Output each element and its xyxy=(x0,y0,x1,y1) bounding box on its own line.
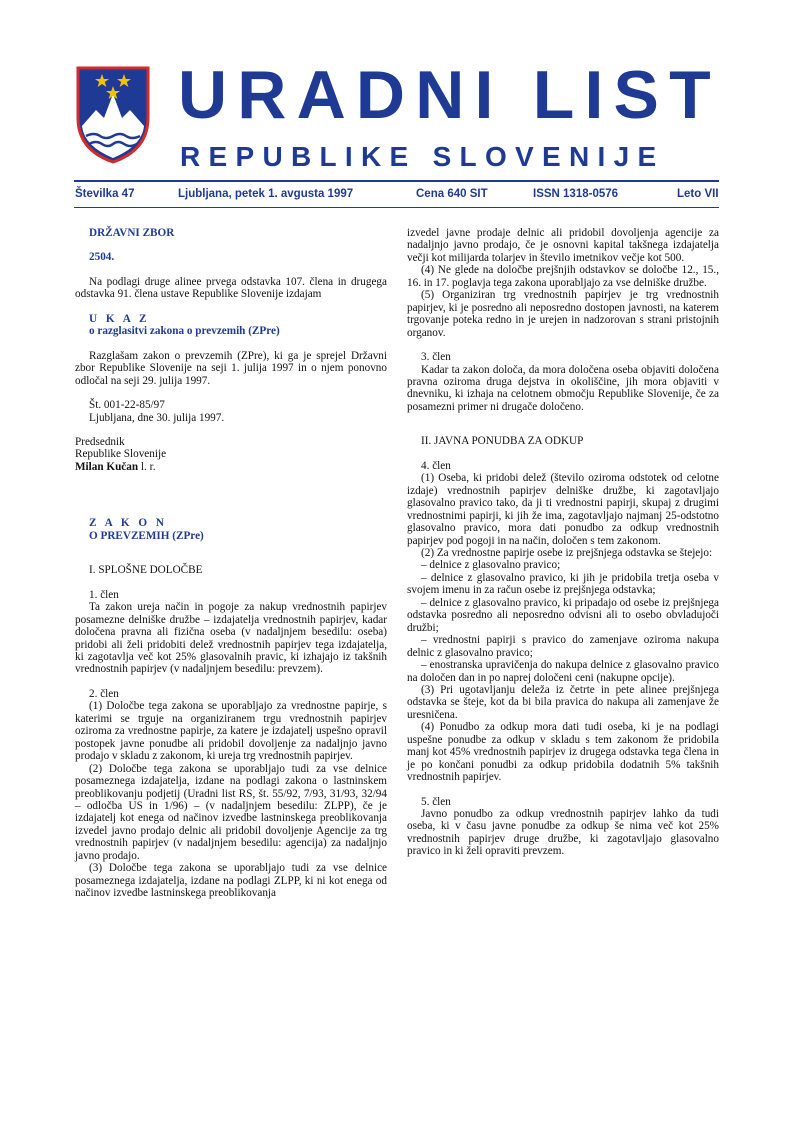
preamble: Na podlagi druge alinee prvega odstavka 107. člena in drugega odstavka 91. člena ustave Republike Slovenije izdajam xyxy=(75,275,387,301)
article-paragraph: (2) Za vrednostne papirje osebe iz prejšnjega odstavka se štejejo: xyxy=(421,546,713,559)
gazette-subtitle: REPUBLIKE SLOVENIJE xyxy=(180,141,665,172)
chapter-heading: II. JAVNA PONUDBA ZA ODKUP xyxy=(421,435,584,448)
signatory-name: Milan Kučan xyxy=(75,460,139,473)
article-heading: 5. člen xyxy=(421,795,451,808)
article-paragraph: (4) Ne glede na določbe prejšnjih odstavkov se določbe 12., 15., 16. in 17. poglavja tega zakona uporabljajo za vse delniške družbe. xyxy=(407,264,719,289)
article-paragraph: (3) Določbe tega zakona se uporabljajo tudi za vse delnice posameznega izdajatelja, izdane na podlagi ZLPP, ki ni kot enega od načinov izvedbe lastninskega preoblikovanja xyxy=(75,862,387,900)
list-item: – delnice z glasovalno pravico; xyxy=(421,559,561,572)
gazette-title: URADNI LIST xyxy=(178,57,721,133)
article-heading: 1. člen xyxy=(89,588,119,601)
chapter-heading: I. SPLOŠNE DOLOČBE xyxy=(89,564,203,577)
section-heading: DRŽAVNI ZBOR xyxy=(89,227,175,239)
article-text: Kadar ta zakon določa, da mora določena oseba objaviti določena pravna oziroma druga dejstva in okoliščine, jih mora objaviti v dnevniku, ki izhaja na celotnem območju Republike Slovenije, če za posamezni primer ni drugače določeno. xyxy=(407,363,719,413)
issue-number: Številka 47 xyxy=(75,188,135,200)
left-column xyxy=(75,227,387,900)
article-continuation: izvedel javne prodaje delnic ali pridobil dovoljenja agencije za nadaljnjo javno prodajo, če je osnovni kapital takšnega izdajatelja večji kot milijarda tolarjev in število imetnikov večje kot 500. xyxy=(407,227,719,264)
volume-year: Leto VII xyxy=(677,188,719,200)
article-heading: 2. člen xyxy=(89,687,119,700)
article-text: Javno ponudbo za odkup vrednostnih papirjev lahko da tudi oseba, ki v času javne ponudbe za odkup še nima več kot 25% vrednostnih papirjev druge družbe, ki zagotavljajo glasovalno pravico in ki želi opraviti prevzem. xyxy=(407,808,719,858)
decree-subtitle: o razglasitvi zakona o prevzemih (ZPre) xyxy=(89,325,280,338)
article-heading: 4. člen xyxy=(421,459,451,472)
right-column xyxy=(407,227,719,858)
reference-number: Št. 001-22-85/97 xyxy=(89,399,165,412)
article-paragraph: (3) Pri ugotavljanju deleža iz četrte in pete alinee prejšnjega odstavka se šteje, kot da bi bila pravica do nakupa ali zamenjave že uresničena. xyxy=(407,683,719,721)
article-text: Ta zakon ureja način in pogoje za nakup vrednostnih papirjev posamezne delniške družbe – izdajatelja vrednostnih papirjev, kadar določena pravna ali fizična oseba (v nadaljnjem besedilu: oseba) pridobi ali želi pridobiti delež vrednostnih papirjev tega izdajatelja, ki zagotavlja več kot 25% glasovalnih pravic, ki izhajajo iz takšnih vrednostnih papirjev (v nadaljnjem besedilu: prevzem). xyxy=(75,601,387,676)
article-paragraph: (2) Določbe tega zakona se uporabljajo tudi za vse delnice posameznega izdajatelja, izdane na podlagi zakona o lastninskem preoblikovanju podjetij (Uradni list RS, št. 55/92, 7/93, 31/93, 32/94 – odločba US in 1/96) – (v nadaljnjem besedilu: ZLPP), če je izdajatelj kot enega od načinov izvedbe lastninskega preoblikovanja izvedel javno prodajo delnic ali pridobil dovoljenje Agencije za trg vrednostnih papirjev (v nadaljnjem besedilu: agencija) za nadaljnjo javno prodajo. xyxy=(75,762,387,862)
list-item: – enostranska upravičenja do nakupa delnice z glasovalno pravico na določen dan in po naprej določeni ceni (nakupne opcije). xyxy=(407,659,719,684)
reference-date: Ljubljana, dne 30. julija 1997. xyxy=(89,411,225,424)
article-heading: 3. člen xyxy=(421,351,451,364)
article-paragraph: (1) Oseba, ki pridobi delež (število oziroma odstotek od celotne izdaje) vrednostnih papirjev delniške družbe, ki zagotavljajo glasovalno pravico tako, da ji ti vrednostni papirji, skupaj z drugimi vrednostnimi papirji, ki jih že ima, zagotavljajo najmanj 25-odstotno glasovalno pravico, mora dati ponudbo za odkup vrednostnih papirjev pod pogoji in na način, določen s tem zakonom. xyxy=(407,472,719,547)
law-subtitle: O PREVZEMIH (ZPre) xyxy=(89,529,204,542)
article-paragraph: (5) Organiziran trg vrednostnih papirjev je trg vrednostnih papirjev, ki je posredno ali neposredno dostopen javnosti, na katerem trgovanje poteka redno in je urejen in nadzorovan s strani pristojnih organov. xyxy=(407,289,719,339)
article-paragraph: (4) Ponudbo za odkup mora dati tudi oseba, ki je na podlagi uspešne ponudbe za odkup v skladu s tem zakonom že pridobila manj kot 45% vrednostnih papirjev iz drugega odstavka tega člena in je po končani ponudbi za odkup pridobila dodatnih 5% takšnih vrednostnih papirjev. xyxy=(407,721,719,784)
signature-suffix: l. r. xyxy=(138,460,156,473)
article-paragraph: (1) Določbe tega zakona se uporabljajo za vrednostne papirje, s katerimi se trguje na organiziranem trgu vrednostnih papirjev oziroma za vrednostne papirje, za katere je izdajatelj uspešno opravil postopek javne ponudbe ali pridobil dovoljenje za nadaljnjo javno prodajo v skladu z zakonom, ki ureja trg vrednostnih papirjev. xyxy=(75,700,387,763)
issue-price: Cena 640 SIT xyxy=(416,188,488,200)
signature-role-1: Predsednik xyxy=(75,435,125,448)
act-number: 2504. xyxy=(89,251,115,264)
list-item: – delnice z glasovalno pravico, ki jih je pridobila tretja oseba v svojem imenu in za račun osebe iz prejšnjega odstavka; xyxy=(407,571,719,597)
law-title: Z A K O N xyxy=(89,517,167,530)
list-item: – vrednostni papirji s pravico do zamenjave oziroma nakupa delnic z glasovalno pravico; xyxy=(407,634,719,659)
issn: ISSN 1318-0576 xyxy=(533,188,619,200)
signature xyxy=(75,461,205,473)
masthead-rule-bottom xyxy=(74,207,719,208)
decree-text: Razglašam zakon o prevzemih (ZPre), ki ga je sprejel Državni zbor Republike Slovenije na seji 1. julija 1997 in o njem ponovno odločal na seji 29. julija 1997. xyxy=(75,349,387,387)
list-item: – delnice z glasovalno pravico, ki pripadajo od osebe iz prejšnjega odstavka posredno ali neposredno odvisni ali to osebo obvladujoči družbi; xyxy=(407,596,719,634)
coat-of-arms-icon xyxy=(74,66,152,164)
decree-title: U K A Z xyxy=(89,312,150,325)
place-date: Ljubljana, petek 1. avgusta 1997 xyxy=(178,188,354,200)
masthead-rule-top xyxy=(74,180,719,182)
signature-role-2: Republike Slovenije xyxy=(75,448,167,461)
